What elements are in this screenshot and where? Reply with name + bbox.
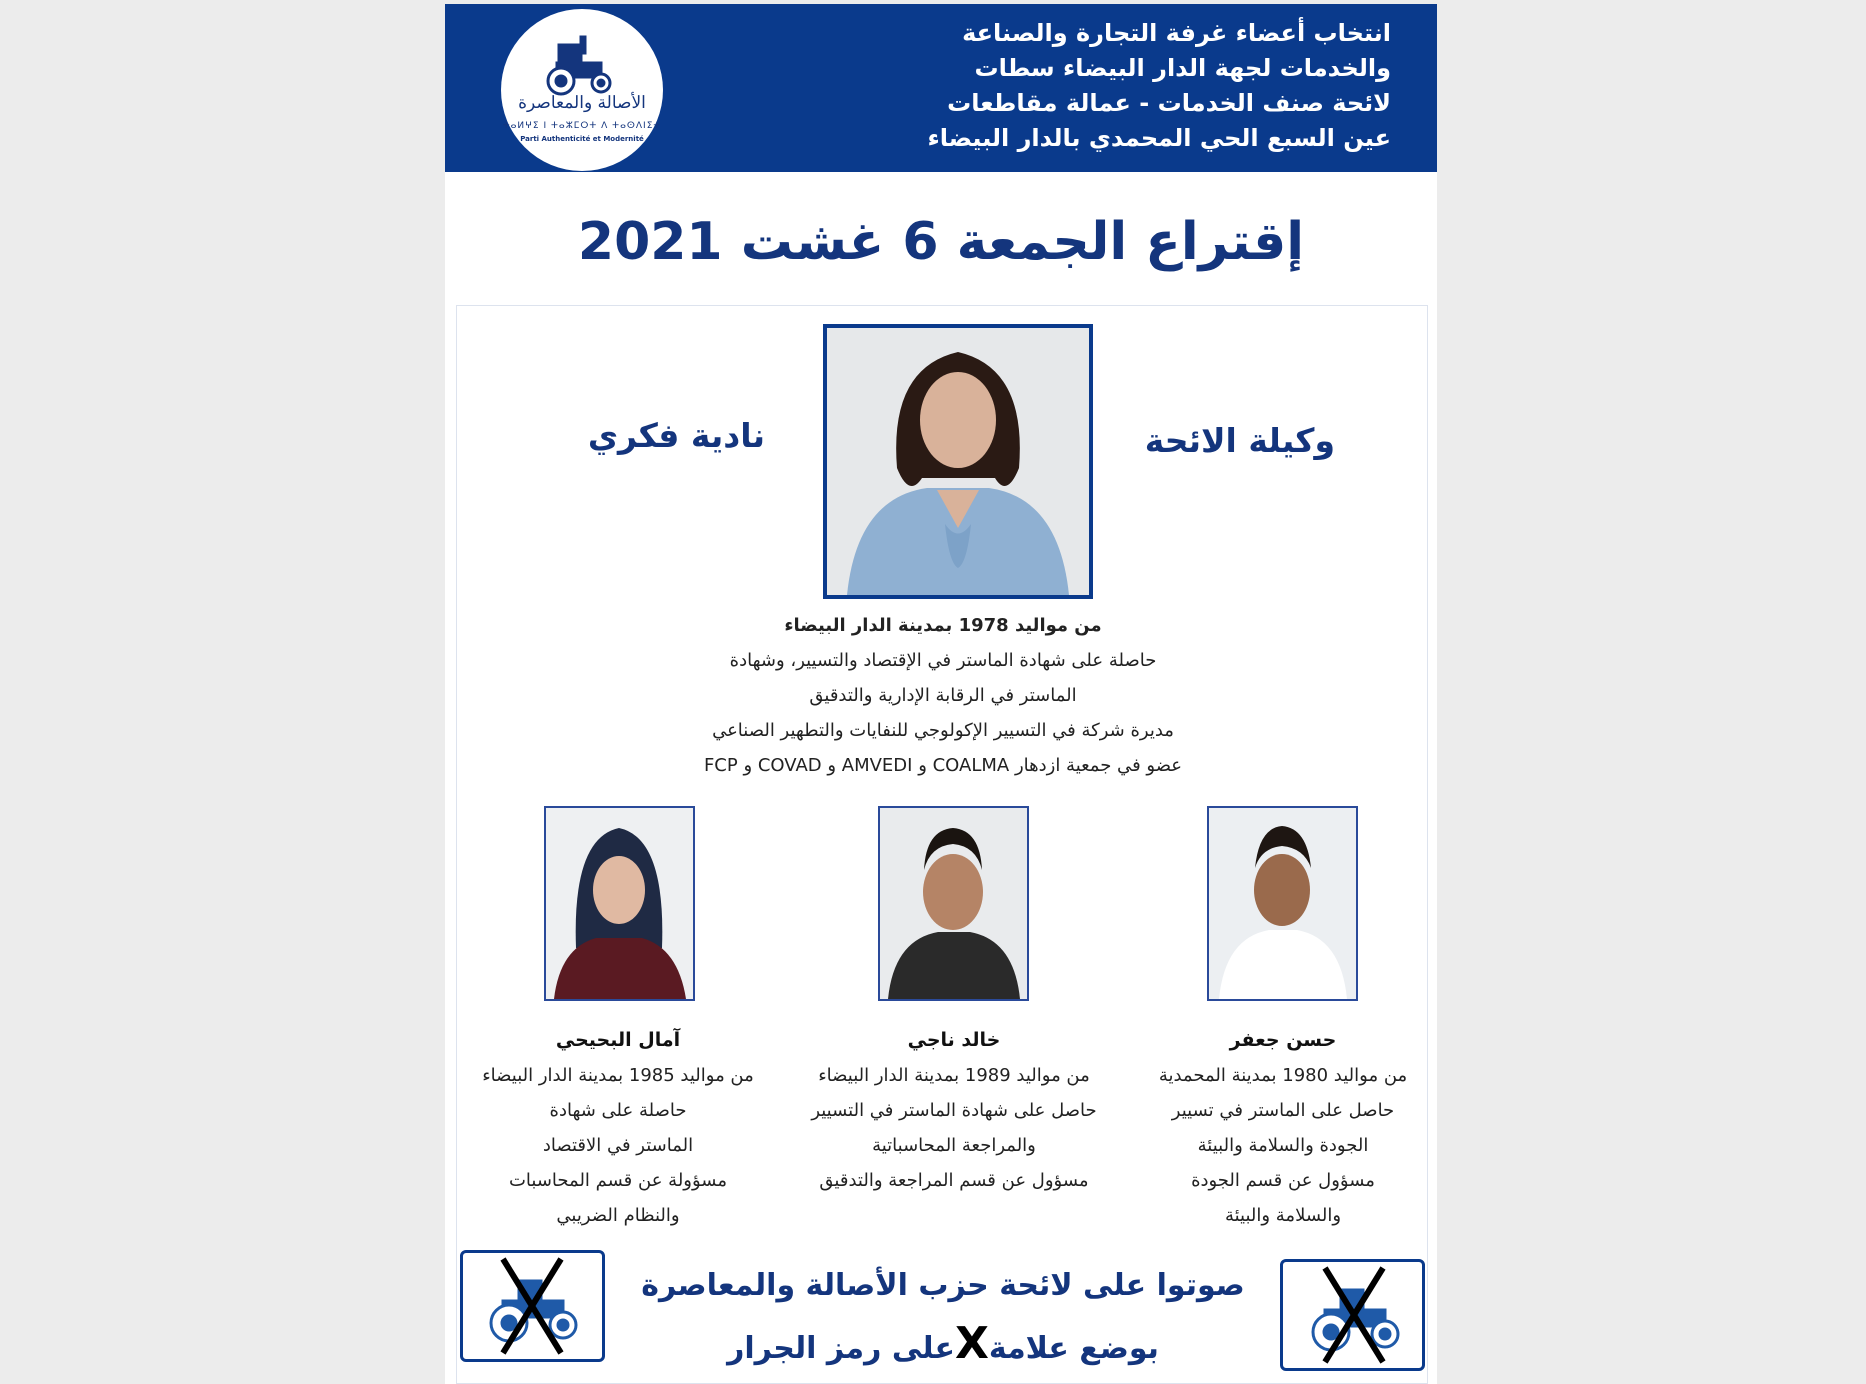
lead-bio-line: عضو في جمعية ازدهار COALMA و AMVEDI و COVAD و FCP: [703, 755, 1183, 776]
candidate-name: خالد ناجي: [907, 1029, 1001, 1051]
cta-line-1: صوتوا على لائحة حزب الأصالة والمعاصرة: [641, 1268, 1245, 1303]
candidate-line: من مواليد 1989 بمدينة الدار البيضاء: [818, 1065, 1090, 1086]
candidate-line: مسؤولة عن قسم المحاسبات: [508, 1170, 727, 1191]
candidate-line: والسلامة والبيئة: [1224, 1205, 1342, 1226]
candidate-line: من مواليد 1985 بمدينة الدار البيضاء: [482, 1065, 754, 1086]
call-to-action: [617, 1257, 1269, 1378]
candidate-line: والمراجعة المحاسباتية: [872, 1135, 1036, 1156]
cta-line-2-start: بوضع علامة: [988, 1331, 1159, 1366]
cta-line-2-end: على رمز الجرار: [727, 1331, 955, 1366]
candidate-name: حسن جعفر: [1229, 1029, 1337, 1051]
party-logo: [501, 9, 663, 171]
lead-role-label: وكيلة الائحة: [1144, 421, 1335, 460]
candidate-photo-amal: [544, 806, 695, 1001]
election-poster: [445, 4, 1437, 1384]
candidate-line: والنظام الضريبي: [556, 1205, 680, 1226]
tractor-symbol-left: [460, 1250, 605, 1362]
vote-date-title: إقتراع الجمعة 6 غشت 2021: [577, 212, 1305, 272]
candidate-line: حاصل على الماستر في تسيير: [1171, 1100, 1395, 1121]
cta-line-2: [617, 1315, 1269, 1378]
lead-name: نادية فكري: [587, 416, 765, 455]
candidate-photo-khalid: [878, 806, 1029, 1001]
lead-bio-line: من مواليد 1978 بمدينة الدار البيضاء: [784, 615, 1102, 636]
logo-french-name: Parti Authenticité et Modernité: [520, 135, 644, 143]
lead-candidate-photo: [823, 324, 1093, 599]
header-line: والخدمات لجهة الدار البيضاء سطات: [974, 54, 1391, 82]
candidate-line: حاصلة على شهادة: [549, 1100, 687, 1121]
candidate-name: آمال البحيحي: [555, 1029, 681, 1051]
lead-bio-line: الماستر في الرقابة الإدارية والتدقيق: [809, 685, 1077, 706]
candidate-line: الجودة والسلامة والبيئة: [1197, 1135, 1369, 1156]
candidate-amal: [453, 1022, 783, 1233]
header-line: عين السبع الحي المحمدي بالدار البيضاء: [927, 124, 1391, 152]
candidate-hassan: [1118, 1022, 1448, 1233]
candidate-photo-hassan: [1207, 806, 1358, 1001]
tractor-crossed-icon: [463, 1253, 602, 1359]
tractor-symbol-right: [1280, 1259, 1425, 1371]
header-text: [831, 16, 1391, 156]
candidate-line: حاصل على شهادة الماستر في التسيير: [811, 1100, 1097, 1121]
candidate-line: من مواليد 1980 بمدينة المحمدية: [1158, 1065, 1408, 1086]
candidate-line: الماستر في الاقتصاد: [542, 1135, 694, 1156]
candidates-card: [456, 305, 1428, 1384]
x-mark: X: [954, 1318, 989, 1369]
candidate-line: مسؤول عن قسم المراجعة والتدقيق: [819, 1170, 1089, 1191]
logo-arabic-name: الأصالة والمعاصرة: [518, 93, 646, 113]
tractor-icon: [501, 9, 663, 171]
lead-bio: [457, 608, 1429, 783]
lead-bio-line: حاصلة على شهادة الماستر في الإقتصاد والتسيير، وشهادة: [729, 650, 1157, 671]
lead-bio-line: مديرة شركة في التسيير الإكولوجي للنفايات والتطهير الصناعي: [712, 720, 1174, 741]
candidate-khalid: [789, 1022, 1119, 1198]
header-banner: [445, 4, 1437, 172]
tractor-crossed-icon: [1283, 1262, 1422, 1368]
logo-tifinagh-name: ⵜⴰⵍⵖⵉ ⵏ ⵜⴰⵣⵎⵔⵜ ⴷ ⵜⴰⵙⴷⵏⵉⵜ: [502, 121, 662, 131]
candidate-line: مسؤول عن قسم الجودة: [1191, 1170, 1375, 1191]
header-line: لائحة صنف الخدمات - عمالة مقاطعات: [947, 89, 1391, 117]
header-line: انتخاب أعضاء غرفة التجارة والصناعة: [962, 19, 1391, 47]
